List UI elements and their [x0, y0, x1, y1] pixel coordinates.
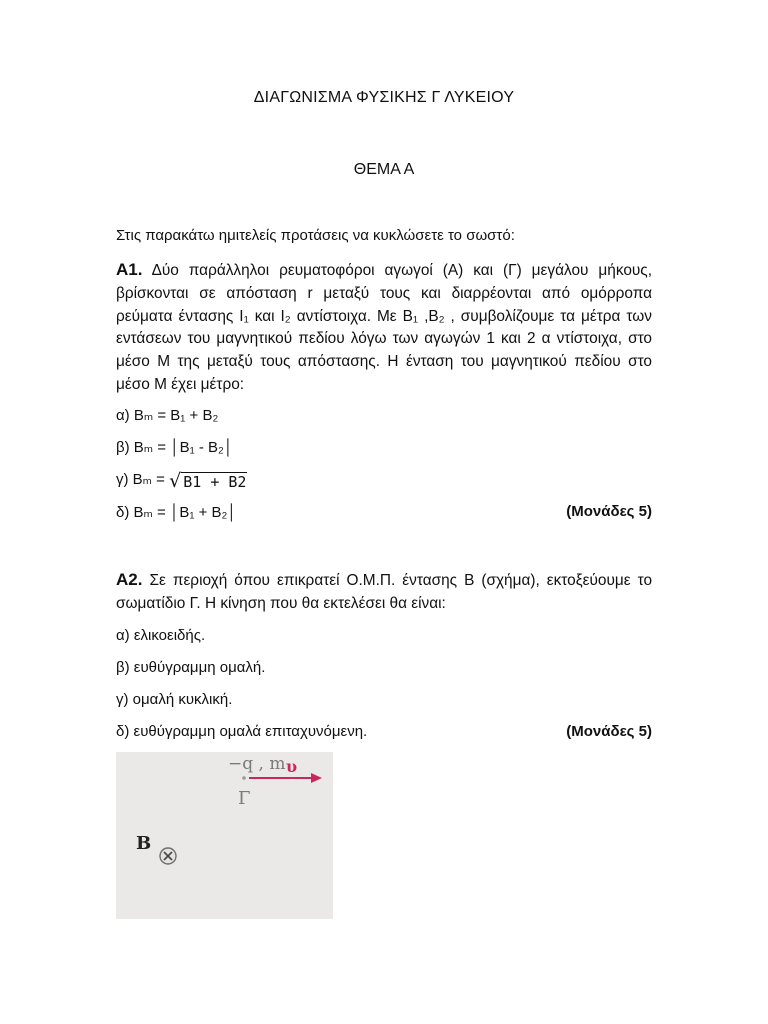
- section-heading: ΘΕΜΑ Α: [353, 161, 415, 178]
- instructions: Στις παρακάτω ημιτελείς προτάσεις να κυκλώσετε το σωστό:: [116, 227, 515, 244]
- q2-points: (Μονάδες 5): [566, 723, 652, 740]
- q1-option-b: β) Βₘ = │Β₁ - Β₂│: [116, 439, 234, 456]
- document-title: ΔΙΑΓΩΝΙΣΜΑ ΦΥΣΙΚΗΣ Γ ΛΥΚΕΙΟΥ: [253, 89, 515, 106]
- question-a1-label: Α1.: [116, 260, 143, 279]
- question-a1-text: Δύο παράλληλοι ρευματοφόροι αγωγοί (Α) και (Γ) μεγάλου μήκους, βρίσκονται σε απόσταση r μεταξύ τους και διαρρέονται από ομόρροπα ρεύματα έντασης I₁ και I₂ αντίστοιχα. Με Β₁ ,Β₂ , συμβολίζουμε τα μέτρα των εντάσεων του μαγνητικού πεδίου λόγω των αγωγών 1 και 2 α ντίστοιχα, στο μέσο Μ της μεταξύ τους απόστασης. Η ένταση του μαγνητικού πεδίου στο μέσο Μ έχει μέτρο:: [116, 262, 652, 393]
- q2-option-a: α) ελικοειδής.: [116, 627, 206, 644]
- q1-option-d: δ) Βₘ = │Β₁ + Β₂│: [116, 504, 237, 521]
- q1-option-c: [116, 470, 247, 491]
- sqrt-radicand: B1 + B2: [183, 473, 247, 491]
- particle-label: Γ: [238, 788, 251, 809]
- question-a2-label: Α2.: [116, 570, 143, 589]
- magnetic-field-figure: [116, 752, 333, 919]
- q2-option-d: δ) ευθύγραμμη ομαλά επιταχυνόμενη.: [116, 723, 368, 740]
- sqrt-expression: [169, 470, 247, 491]
- figure-drawing: [116, 752, 333, 919]
- question-a1: [116, 259, 652, 397]
- q1-option-a: α) Βₘ = Β₁ + Β₂: [116, 407, 219, 424]
- radical-sign: √: [169, 470, 182, 492]
- q1-points: (Μονάδες 5): [566, 503, 652, 520]
- q2-option-c: γ) ομαλή κυκλική.: [116, 691, 233, 708]
- q2-option-b: β) ευθύγραμμη ομαλή.: [116, 659, 266, 676]
- question-a2: [116, 569, 652, 616]
- particle-dot: [242, 776, 246, 780]
- charge-label: −q , m: [228, 754, 286, 774]
- q1-option-c-label: γ) Βₘ =: [116, 471, 165, 488]
- velocity-label: υ: [286, 757, 298, 776]
- velocity-arrow-head: [311, 773, 322, 783]
- question-a2-text: Σε περιοχή όπου επικρατεί Ο.Μ.Π. έντασης Β (σχήμα), εκτοξεύουμε το σωματίδιο Γ. Η κίνηση που θα εκτελέσει θα είναι:: [116, 572, 652, 612]
- field-label: B: [136, 833, 152, 854]
